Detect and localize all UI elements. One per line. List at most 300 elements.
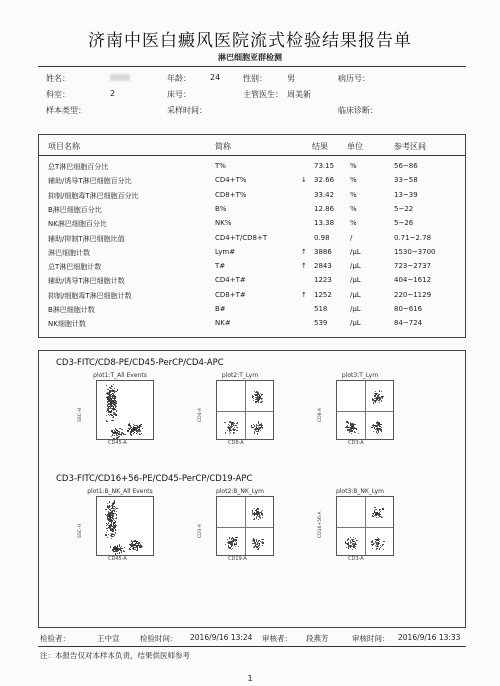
event-dot: [382, 508, 383, 509]
event-dot: [379, 390, 380, 391]
tester-label: 检验者：: [40, 634, 70, 643]
row-unit: /μL: [350, 262, 361, 271]
event-dot: [259, 547, 260, 548]
event-dot: [262, 428, 263, 429]
event-dot: [372, 425, 373, 426]
event-dot: [373, 544, 374, 545]
event-dot: [380, 511, 381, 512]
doctor-value: 周美新: [287, 90, 311, 99]
row-unit: /μL: [350, 247, 361, 256]
row-ref: 84~724: [394, 319, 423, 328]
row-ref: 5~22: [394, 204, 414, 213]
event-dot: [114, 535, 115, 536]
table-row: [48, 234, 448, 248]
event-dot: [116, 434, 117, 435]
event-dot: [107, 389, 108, 390]
row-abbr: B#: [215, 305, 226, 313]
plot-1-ylabel: SSC-H: [78, 408, 83, 422]
event-dot: [259, 515, 260, 516]
event-dot: [351, 433, 352, 434]
event-dot: [352, 539, 353, 540]
quadrant-line-v: [365, 497, 366, 555]
event-dot: [254, 508, 255, 509]
row-result: 33.42: [314, 190, 335, 199]
row-ref: 220~1129: [394, 290, 432, 299]
plot-4-ylabel: SSC-H: [78, 524, 83, 538]
event-dot: [372, 515, 373, 516]
plot-6-ylabel: CD16+56-A: [318, 511, 323, 538]
event-dot: [138, 431, 139, 432]
row-result: 13.38: [314, 219, 335, 228]
event-dot: [108, 534, 109, 535]
row-result: 3886: [314, 247, 332, 256]
event-dot: [105, 509, 106, 510]
event-dot: [353, 424, 354, 425]
event-dot: [350, 429, 351, 430]
event-dot: [106, 532, 107, 533]
event-dot: [346, 547, 347, 548]
event-dot: [378, 539, 379, 540]
event-dot: [113, 416, 114, 417]
row-flag: ↑: [301, 247, 307, 256]
doctor-label: 主管医生：: [243, 90, 283, 99]
event-dot: [115, 400, 116, 401]
event-dot: [141, 547, 142, 548]
table-row: [48, 191, 448, 205]
event-dot: [379, 398, 380, 399]
event-dot: [113, 534, 114, 535]
reviewer-value: 段燕芳: [306, 634, 329, 643]
event-dot: [261, 399, 262, 400]
event-dot: [130, 549, 131, 550]
row-name: 抑制/细胞毒T淋巴细胞百分比: [48, 191, 139, 200]
table-row: [48, 162, 448, 176]
event-dot: [350, 537, 351, 538]
row-abbr: T%: [215, 162, 226, 170]
event-dot: [106, 415, 107, 416]
event-dot: [121, 433, 122, 434]
row-ref: 13~39: [394, 190, 418, 199]
event-dot: [373, 513, 374, 514]
event-dot: [351, 546, 352, 547]
event-dot: [375, 507, 376, 508]
event-dot: [115, 533, 116, 534]
event-dot: [375, 425, 376, 426]
event-dot: [225, 544, 226, 545]
event-dot: [115, 549, 116, 550]
event-dot: [254, 540, 255, 541]
plot-1-title: plot1:T_All Events: [93, 372, 147, 379]
event-dot: [124, 434, 125, 435]
event-dot: [232, 540, 233, 541]
event-dot: [259, 545, 260, 546]
row-flag: ↑: [301, 290, 307, 299]
event-dot: [262, 542, 263, 543]
event-dot: [238, 546, 239, 547]
event-dot: [227, 539, 228, 540]
event-dot: [350, 540, 351, 541]
event-dot: [352, 549, 353, 550]
event-dot: [372, 544, 373, 545]
event-dot: [380, 547, 381, 548]
event-dot: [256, 397, 257, 398]
row-name: 辅助/诱导T淋巴细胞百分比: [48, 177, 132, 186]
row-unit: %: [350, 190, 357, 199]
event-dot: [110, 388, 111, 389]
event-dot: [378, 538, 379, 539]
row-unit: /μL: [350, 290, 361, 299]
row-result: 0.98: [314, 233, 330, 242]
event-dot: [256, 431, 257, 432]
row-name: B淋巴细胞计数: [48, 306, 95, 314]
event-dot: [260, 430, 261, 431]
report-title: 济南中医白癜风医院流式检验结果报告单: [88, 31, 412, 51]
event-dot: [124, 547, 125, 548]
event-dot: [116, 411, 117, 412]
plot-3-title: plot3:T_Lym: [341, 372, 379, 379]
event-dot: [113, 408, 114, 409]
event-dot: [116, 518, 117, 519]
event-dot: [257, 394, 258, 395]
event-dot: [357, 540, 358, 541]
row-ref: 56~86: [394, 162, 418, 170]
event-dot: [142, 428, 143, 429]
event-dot: [131, 434, 132, 435]
event-dot: [140, 546, 141, 547]
event-dot: [109, 515, 110, 516]
event-dot: [136, 433, 137, 434]
page-number: 1: [247, 674, 253, 683]
table-row: [48, 176, 448, 190]
event-dot: [376, 431, 377, 432]
row-ref: 5~26: [394, 219, 414, 228]
row-unit: %: [350, 219, 357, 228]
event-dot: [111, 436, 112, 437]
row-ref: 723~2737: [394, 262, 432, 271]
event-dot: [258, 548, 259, 549]
event-dot: [255, 514, 256, 515]
event-dot: [133, 544, 134, 545]
event-dot: [232, 548, 233, 549]
col-header-abbr: 简称: [215, 142, 231, 151]
event-dot: [353, 428, 354, 429]
event-dot: [257, 433, 258, 434]
row-unit: %: [350, 176, 357, 185]
event-dot: [353, 537, 354, 538]
event-dot: [113, 516, 114, 517]
event-dot: [114, 402, 115, 403]
panel2-title: CD3-FITC/CD16+56-PE/CD45-PerCP/CD19-APC: [56, 474, 253, 484]
event-dot: [350, 423, 351, 424]
event-dot: [138, 542, 139, 543]
dept-value: 2: [110, 89, 116, 98]
age-label: 年龄：: [167, 74, 191, 83]
row-ref: 80~616: [394, 305, 423, 313]
plot-5-title: plot2:B_NK_Lym: [215, 488, 265, 495]
event-dot: [117, 553, 118, 554]
plot-2: [198, 372, 282, 450]
row-name: 辅助/抑制T淋巴细胞比值: [48, 234, 125, 243]
row-result: 1252: [314, 290, 332, 299]
event-dot: [108, 394, 109, 395]
event-dot: [116, 511, 117, 512]
row-abbr: CD4+T#: [215, 276, 246, 285]
event-dot: [372, 548, 373, 549]
event-dot: [229, 427, 230, 428]
plot-3: [318, 372, 402, 450]
event-dot: [257, 509, 258, 510]
event-dot: [258, 519, 259, 520]
event-dot: [231, 541, 232, 542]
event-dot: [355, 538, 356, 539]
plot-4: [78, 488, 162, 566]
event-dot: [348, 548, 349, 549]
event-dot: [261, 511, 262, 512]
event-dot: [356, 544, 357, 545]
sex-value: 男: [287, 74, 295, 83]
tester-value: 王中宣: [97, 634, 120, 643]
event-dot: [381, 397, 382, 398]
event-dot: [113, 398, 114, 399]
event-dot: [109, 502, 110, 503]
event-dot: [115, 522, 116, 523]
event-dot: [381, 401, 382, 402]
event-dot: [111, 391, 112, 392]
event-dot: [378, 400, 379, 401]
event-dot: [121, 551, 122, 552]
plot-6: [318, 488, 402, 566]
event-dot: [115, 525, 116, 526]
event-dot: [237, 427, 238, 428]
event-dot: [111, 535, 112, 536]
quadrant-line-h: [337, 411, 393, 412]
event-dot: [349, 432, 350, 433]
plot-4-xlabel: CD45-A: [108, 556, 127, 562]
table-row: [48, 262, 448, 276]
event-dot: [123, 550, 124, 551]
col-header-ref: 参考区间: [394, 142, 426, 151]
event-dot: [378, 517, 379, 518]
row-ref: 1530~3700: [394, 247, 436, 256]
event-dot: [252, 510, 253, 511]
event-dot: [375, 400, 376, 401]
plot-3-xlabel: CD3-A: [348, 440, 364, 446]
row-name: NK淋巴细胞百分比: [48, 220, 107, 229]
event-dot: [134, 428, 135, 429]
event-dot: [111, 512, 112, 513]
event-dot: [377, 545, 378, 546]
event-dot: [139, 434, 140, 435]
event-dot: [116, 410, 117, 411]
col-header-name: 项目名称: [48, 142, 80, 151]
table-row: [48, 276, 448, 290]
event-dot: [114, 397, 115, 398]
event-dot: [379, 402, 380, 403]
plot-1: [78, 372, 162, 450]
plot-2-ylabel: CD4-A: [198, 407, 203, 422]
event-dot: [233, 424, 234, 425]
event-dot: [349, 431, 350, 432]
event-dot: [114, 435, 115, 436]
event-dot: [114, 534, 115, 535]
row-abbr: B%: [215, 204, 227, 213]
event-dot: [381, 546, 382, 547]
event-dot: [116, 391, 117, 392]
quadrant-line-h: [217, 527, 273, 528]
event-dot: [371, 427, 372, 428]
plot-5: [198, 488, 282, 566]
event-dot: [375, 545, 376, 546]
age-value: 24: [210, 73, 221, 82]
row-flag: ↑: [301, 262, 307, 271]
plot-5-ylabel: CD3-A: [198, 523, 203, 538]
row-result: 2843: [314, 262, 332, 271]
event-dot: [377, 433, 378, 434]
event-dot: [236, 430, 237, 431]
event-dot: [111, 385, 112, 386]
plot-1-xlabel: CD45-A: [108, 440, 127, 446]
plot-4-frame: [96, 496, 154, 556]
event-dot: [377, 427, 378, 428]
plot-6-title: plot3:B_NK_Lym: [335, 488, 385, 495]
event-dot: [379, 394, 380, 395]
event-dot: [108, 518, 109, 519]
event-dot: [136, 550, 137, 551]
event-dot: [257, 543, 258, 544]
event-dot: [355, 432, 356, 433]
row-unit: /μL: [350, 305, 361, 313]
row-ref: 33~58: [394, 176, 418, 185]
row-name: 淋巴细胞计数: [48, 248, 90, 257]
row-unit: /: [350, 233, 353, 242]
event-dot: [378, 395, 379, 396]
event-dot: [229, 547, 230, 548]
event-dot: [259, 543, 260, 544]
event-dot: [110, 510, 111, 511]
event-dot: [376, 543, 377, 544]
event-dot: [261, 424, 262, 425]
event-dot: [110, 546, 111, 547]
event-dot: [257, 429, 258, 430]
row-abbr: CD8+T%: [215, 190, 247, 199]
event-dot: [254, 432, 255, 433]
event-dot: [253, 398, 254, 399]
row-unit: %: [350, 204, 357, 213]
event-dot: [139, 426, 140, 427]
event-dot: [373, 402, 374, 403]
event-dot: [113, 384, 114, 385]
event-dot: [132, 431, 133, 432]
event-dot: [374, 395, 375, 396]
row-abbr: T#: [215, 262, 226, 271]
event-dot: [262, 517, 263, 518]
event-dot: [236, 537, 237, 538]
reviewer-label: 审核者：: [262, 634, 292, 643]
event-dot: [377, 513, 378, 514]
event-dot: [233, 429, 234, 430]
row-unit: /μL: [350, 319, 361, 328]
event-dot: [350, 546, 351, 547]
event-dot: [116, 508, 117, 509]
event-dot: [256, 547, 257, 548]
event-dot: [122, 548, 123, 549]
event-dot: [254, 429, 255, 430]
event-dot: [355, 546, 356, 547]
event-dot: [114, 431, 115, 432]
diagnosis-label: 临床诊断：: [338, 106, 378, 115]
plot-3-ylabel: CD8-A: [318, 407, 323, 422]
event-dot: [255, 401, 256, 402]
event-dot: [116, 402, 117, 403]
event-dot: [262, 515, 263, 516]
event-dot: [234, 427, 235, 428]
event-dot: [108, 525, 109, 526]
test-time-value: 2016/9/16 13:24: [190, 633, 253, 642]
event-dot: [355, 424, 356, 425]
table-row: [48, 219, 448, 233]
event-dot: [374, 427, 375, 428]
table-header-rule: [38, 155, 466, 156]
event-dot: [114, 500, 115, 501]
table-row: [48, 319, 448, 333]
event-dot: [378, 394, 379, 395]
event-dot: [121, 434, 122, 435]
event-dot: [138, 545, 139, 546]
sample-label: 样本类型：: [46, 106, 86, 115]
event-dot: [379, 509, 380, 510]
event-dot: [382, 398, 383, 399]
event-dot: [234, 432, 235, 433]
event-dot: [109, 506, 110, 507]
event-dot: [114, 409, 115, 410]
dept-label: 科室：: [46, 90, 70, 99]
event-dot: [251, 427, 252, 428]
event-dot: [114, 404, 115, 405]
plot-6-xlabel: CD3-A: [348, 556, 364, 562]
event-dot: [254, 518, 255, 519]
event-dot: [109, 521, 110, 522]
event-dot: [113, 523, 114, 524]
row-name: 抑制/细胞毒T淋巴细胞计数: [48, 291, 132, 300]
event-dot: [114, 396, 115, 397]
plot-5-xlabel: CD19-A: [228, 556, 247, 562]
event-dot: [257, 431, 258, 432]
row-abbr: Lym#: [215, 247, 236, 256]
name-redacted: [110, 74, 130, 81]
event-dot: [262, 401, 263, 402]
row-unit: %: [350, 162, 357, 170]
event-dot: [375, 509, 376, 510]
event-dot: [106, 385, 107, 386]
event-dot: [110, 517, 111, 518]
plot-4-title: plot1:B_NK_All Events: [87, 488, 153, 495]
event-dot: [347, 539, 348, 540]
event-dot: [108, 522, 109, 523]
event-dot: [258, 402, 259, 403]
table-row: [48, 205, 448, 219]
row-result: 518: [314, 305, 328, 313]
name-label: 姓名：: [46, 74, 70, 83]
table-row: [48, 305, 448, 319]
plot-5-frame: [216, 496, 274, 556]
event-dot: [112, 530, 113, 531]
event-dot: [254, 546, 255, 547]
event-dot: [112, 393, 113, 394]
table-row: [48, 248, 448, 262]
event-dot: [236, 544, 237, 545]
row-result: 12.86: [314, 204, 335, 213]
quadrant-line-h: [337, 527, 393, 528]
